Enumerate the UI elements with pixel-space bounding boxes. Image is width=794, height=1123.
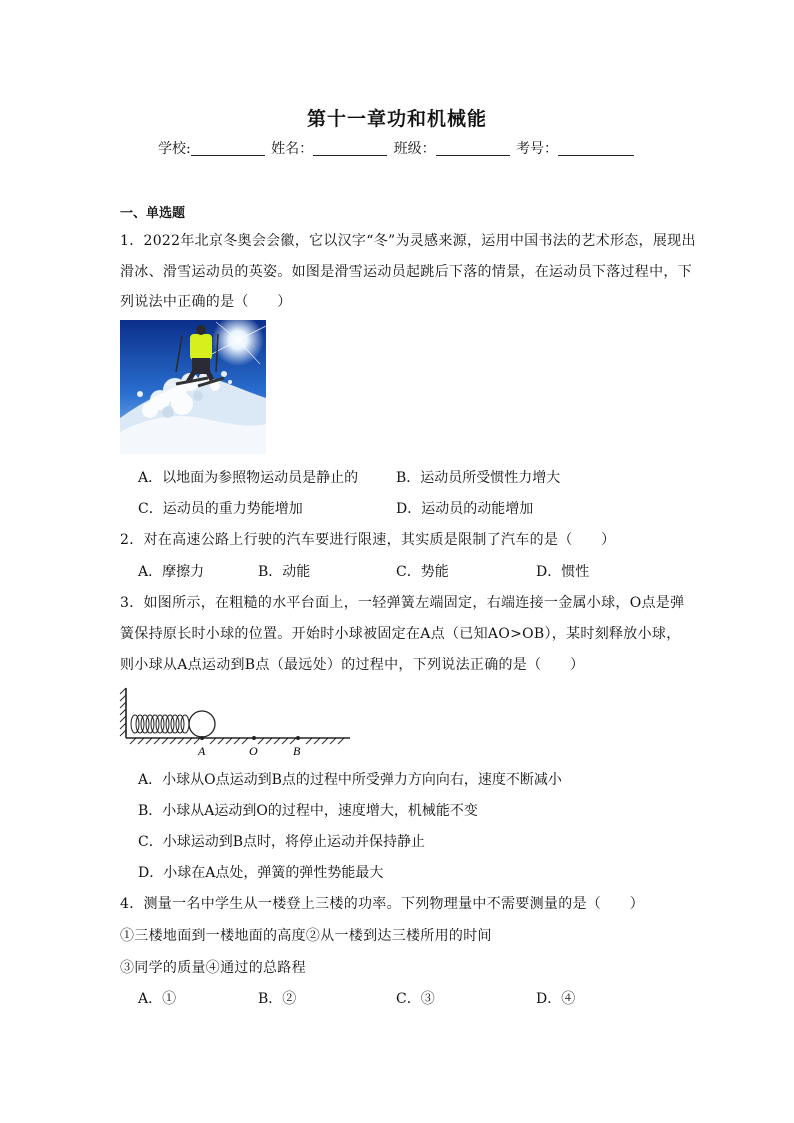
q4-line-2: ①三楼地面到一楼地面的高度②从一楼到达三楼所用的时间 — [120, 928, 492, 944]
q2-option-d[interactable]: D．惯性 — [536, 564, 590, 580]
q2-option-c[interactable]: C．势能 — [396, 564, 449, 580]
name-blank[interactable] — [313, 141, 387, 156]
q3-option-c[interactable]: C．小球运动到B点时，将停止运动并保持静止 — [138, 834, 425, 850]
q4-line-1: 4．测量一名中学生从一楼登上三楼的功率。下列物理量中不需要测量的是（ ） — [120, 896, 645, 912]
q1-line-1: 1．2022年北京冬奥会会徽，它以汉字“冬”为灵感来源，运用中国书法的艺术形态，展现出 — [120, 233, 696, 249]
name-label: 姓名： — [271, 141, 314, 157]
q3-line-2: 簧保持原长时小球的位置。开始时小球被固定在A点（已知AO>OB），某时刻释放小球， — [120, 626, 681, 642]
q2-option-a[interactable]: A．摩擦力 — [138, 564, 205, 580]
q3-line-1: 3．如图所示，在粗糙的水平台面上，一轻弹簧左端固定，右端连接一金属小球，O点是弹 — [120, 595, 685, 611]
exam-number-label: 考号： — [516, 141, 559, 157]
class-blank[interactable] — [436, 141, 510, 156]
q4-option-d[interactable]: D．④ — [536, 991, 576, 1007]
q3-option-b[interactable]: B．小球从A运动到O的过程中，速度增大，机械能不变 — [138, 803, 478, 819]
school-label: 学校: — [157, 141, 191, 157]
q4-option-c[interactable]: C．③ — [396, 991, 435, 1007]
student-info-row — [0, 138, 794, 158]
q4-line-3: ③同学的质量④通过的总路程 — [120, 960, 306, 976]
spring-coil — [131, 715, 189, 733]
point-o-label: O — [249, 744, 258, 758]
q1-line-3: 列说法中正确的是（ ） — [120, 294, 292, 310]
q2-line-1: 2．对在高速公路上行驶的汽车要进行限速，其实质是限制了汽车的是（ ） — [120, 532, 616, 548]
q3-option-a[interactable]: A．小球从O点运动到B点的过程中所受弹力方向向右，速度不断减小 — [138, 772, 562, 788]
q1-option-d[interactable]: D．运动员的动能增加 — [396, 501, 534, 517]
point-b-label: B — [293, 744, 301, 758]
spring-ball-diagram — [118, 684, 354, 760]
section-heading: 一、单选题 — [120, 206, 186, 221]
class-label: 班级： — [393, 141, 436, 157]
point-a-label: A — [198, 744, 206, 758]
page-title: 第十一章功和机械能 — [306, 108, 487, 130]
exam-number-blank[interactable] — [558, 141, 634, 156]
skier-photo — [120, 320, 266, 454]
q4-option-b[interactable]: B．② — [258, 991, 297, 1007]
q4-option-a[interactable]: A．① — [138, 991, 177, 1007]
q1-option-b[interactable]: B．运动员所受惯性力增大 — [396, 470, 561, 486]
q1-line-2: 滑冰、滑雪运动员的英姿。如图是滑雪运动员起跳后下落的情景，在运动员下落过程中，下 — [120, 264, 692, 280]
metal-ball — [189, 711, 215, 737]
school-blank[interactable] — [191, 141, 265, 156]
q1-option-a[interactable]: A．以地面为参照物运动员是静止的 — [138, 470, 359, 486]
q1-option-c[interactable]: C．运动员的重力势能增加 — [138, 501, 303, 517]
q3-line-3: 则小球从A点运动到B点（最远处）的过程中，下列说法正确的是（ ） — [120, 657, 585, 673]
q3-option-d[interactable]: D．小球在A点处，弹簧的弹性势能最大 — [138, 865, 384, 881]
q2-option-b[interactable]: B．动能 — [258, 564, 311, 580]
